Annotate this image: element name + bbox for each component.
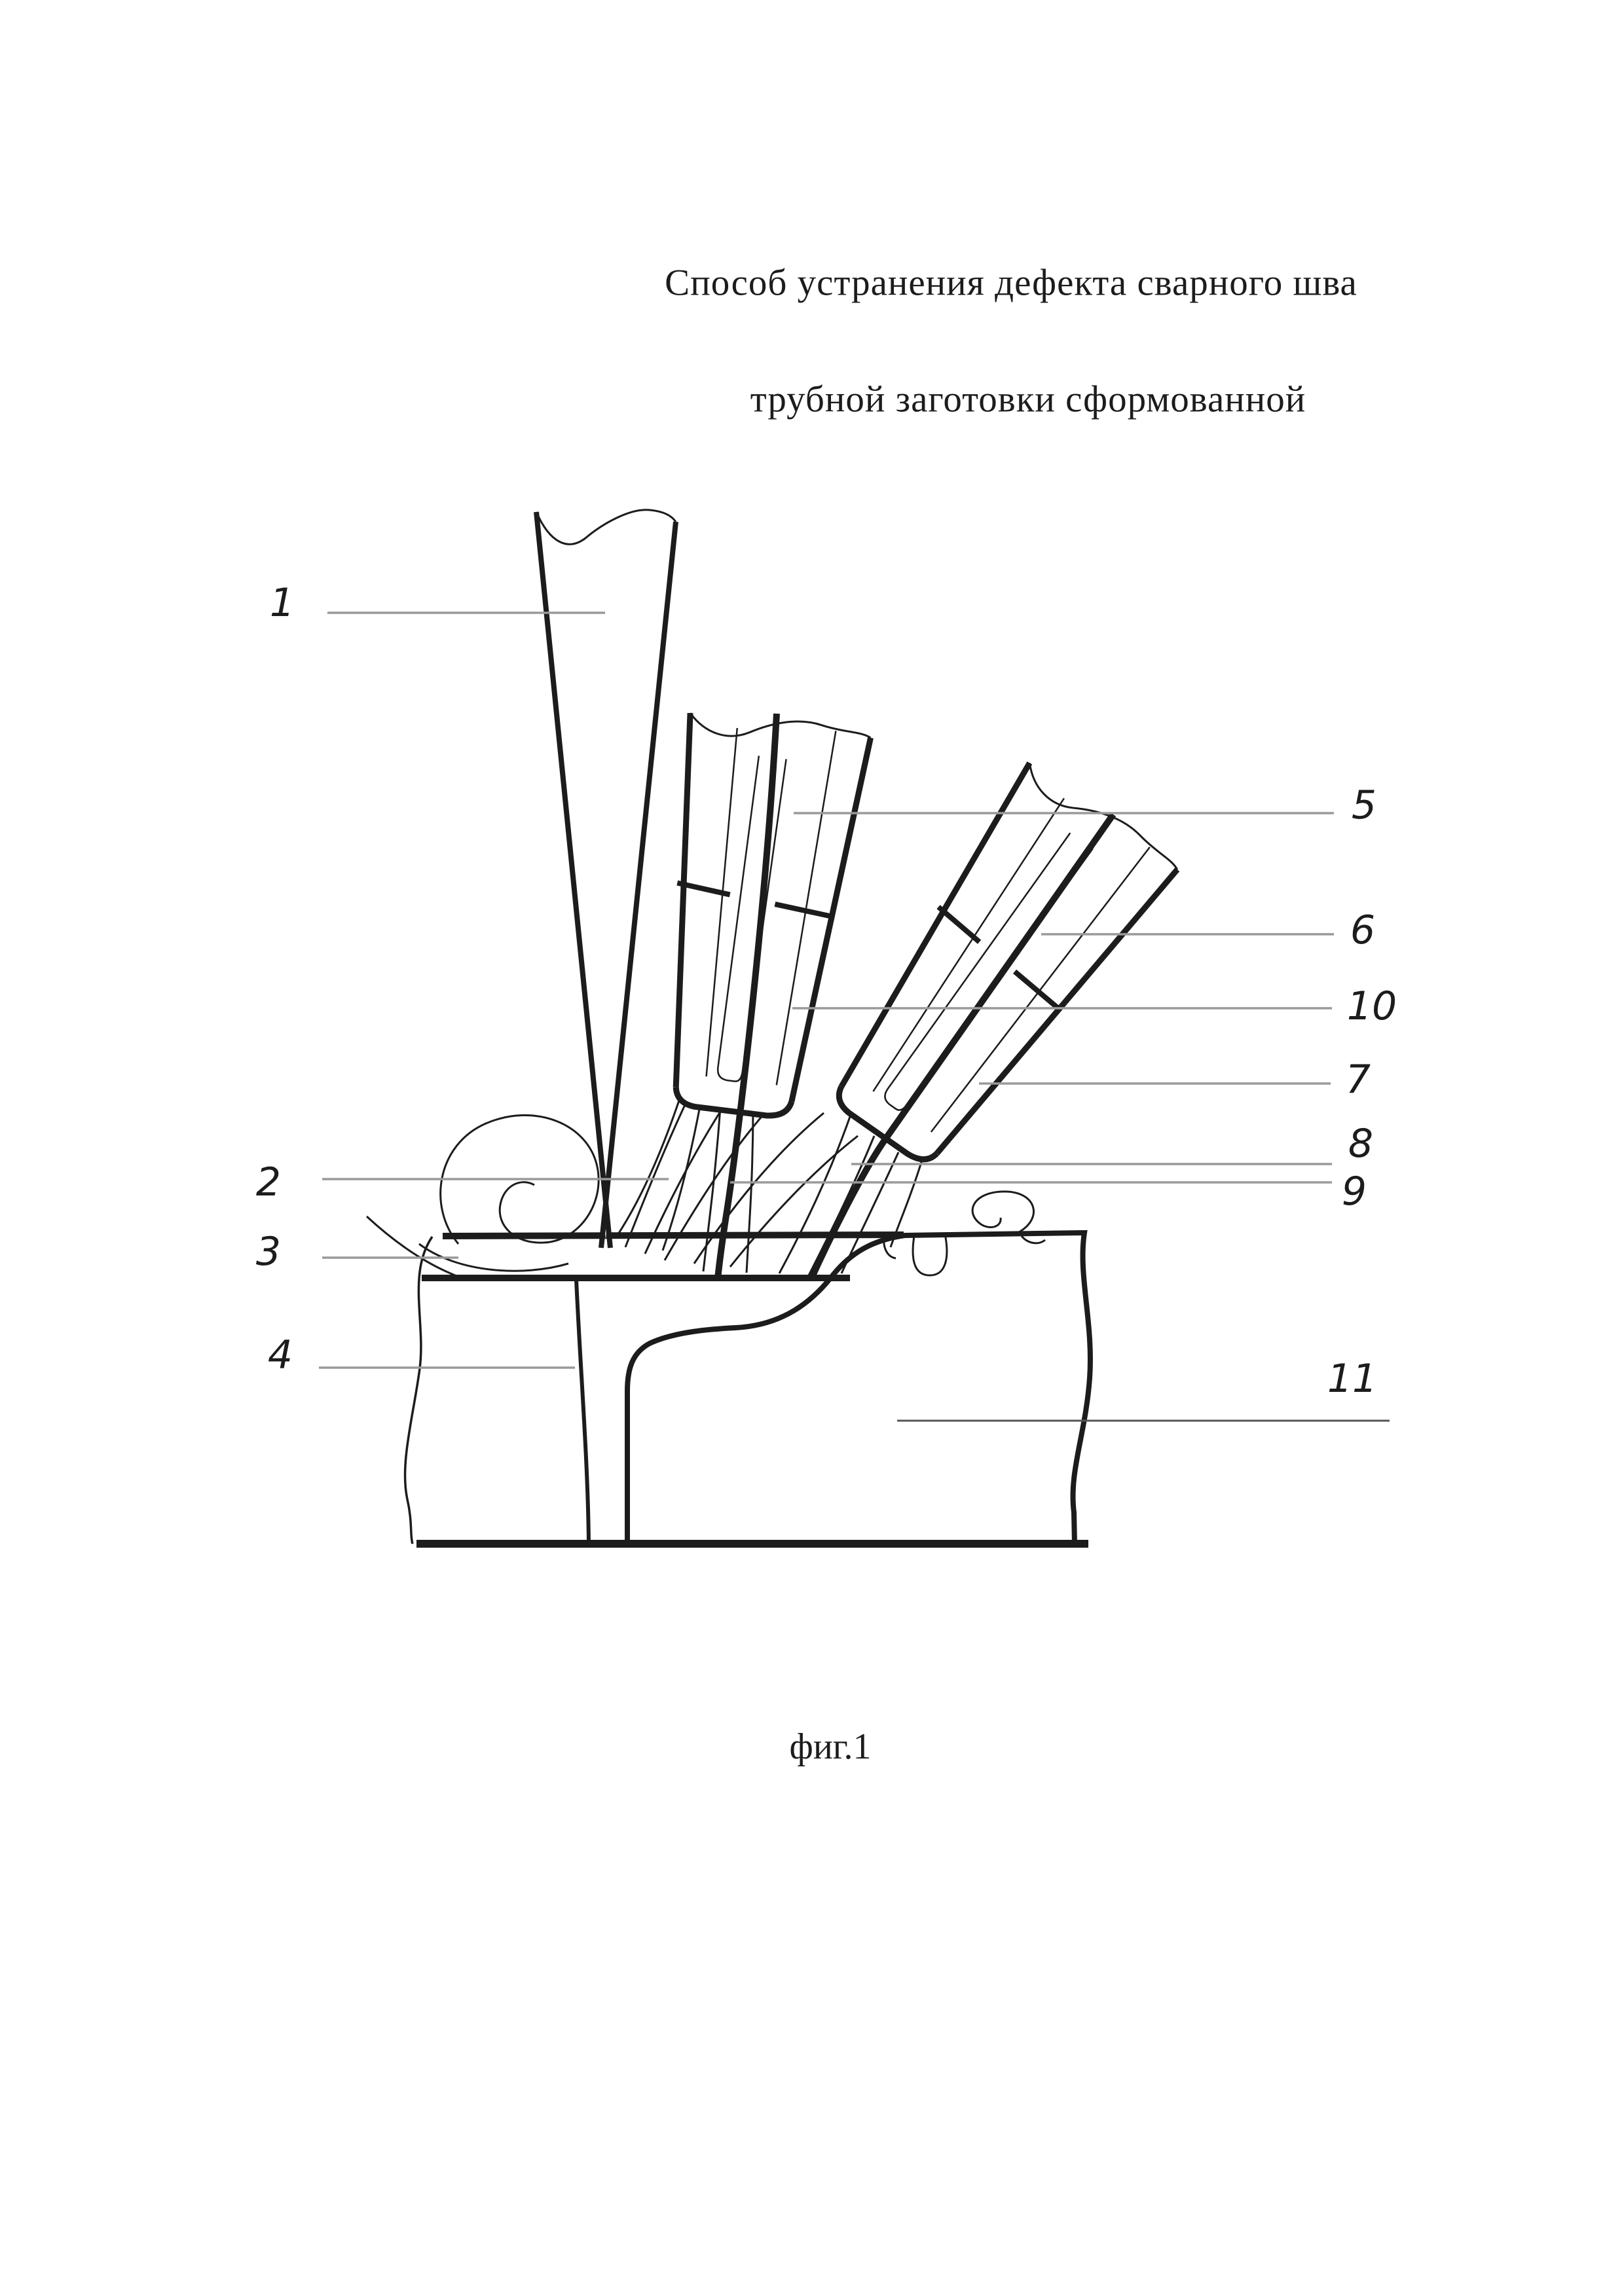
molten-droplet — [913, 1236, 947, 1275]
callout-6: 6 — [1350, 907, 1376, 953]
callout-7: 7 — [1345, 1057, 1371, 1102]
figure-caption: фиг.1 — [789, 1726, 872, 1767]
callout-4: 4 — [267, 1332, 293, 1378]
workpiece-left — [405, 1235, 1088, 1544]
welding-torch-1 — [642, 708, 872, 1123]
figure-title-line-2: трубной заготовки сформованной — [750, 378, 1306, 420]
callout-3: 3 — [255, 1229, 282, 1275]
callout-11: 11 — [1327, 1356, 1378, 1402]
callout-10: 10 — [1346, 983, 1397, 1029]
laser-beam — [536, 510, 676, 1248]
callout-5: 5 — [1351, 782, 1377, 828]
callout-9: 9 — [1341, 1169, 1367, 1214]
figure-title-line-1: Способ устранения дефекта сварного шва — [665, 262, 1357, 304]
callout-2: 2 — [255, 1159, 282, 1205]
welding-torch-2 — [806, 759, 1182, 1187]
weld-seam-line — [576, 1279, 589, 1544]
callout-1: 1 — [269, 580, 295, 626]
callout-8: 8 — [1348, 1121, 1374, 1167]
